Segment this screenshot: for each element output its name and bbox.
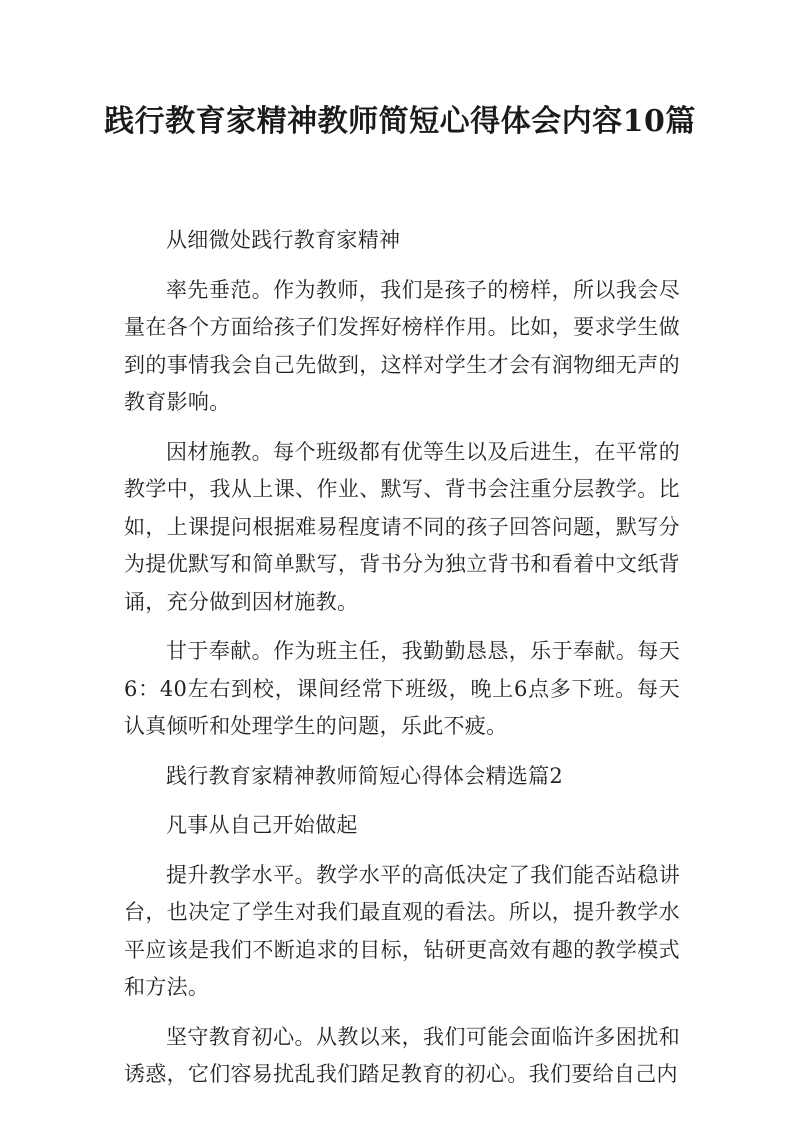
document-body — [124, 222, 680, 1106]
article-heading: 践行教育家精神教师简短心得体会精选篇2 — [166, 763, 564, 788]
section-heading: 从细微处践行教育家精神 — [166, 228, 401, 252]
paragraph: 率先垂范。作为教师，我们是孩子的榜样，所以我会尽量在各个方面给孩子们发挥好榜样作用。比如，要求学生做到的事情我会自己先做到，这样对学生才会有润物细无声的教育影响。 — [124, 277, 680, 414]
paragraph: 提升教学水平。教学水平的高低决定了我们能否站稳讲台，也决定了学生对我们最直观的看法。所以，提升教学水平应该是我们不断追求的目标，钻研更高效有趣的教学模式和方法。 — [124, 862, 680, 999]
paragraph: 甘于奉献。作为班主任，我勤勤恳恳，乐于奉献。每天6：40左右到校，课间经常下班级，晚上6点多下班。每天认真倾听和处理学生的问题，乐此不疲。 — [124, 639, 680, 738]
paragraph: 因材施教。每个班级都有优等生以及后进生，在平常的教学中，我从上课、作业、默写、背书会注重分层教学。比如，上课提问根据难易程度请不同的孩子回答问题，默写分为提优默写和简单默写，背书分为独立背书和看着中文纸背诵，充分做到因材施教。 — [124, 439, 680, 614]
section-heading: 凡事从自己开始做起 — [166, 813, 358, 837]
document-title: 践行教育家精神教师简短心得体会内容10篇 — [104, 104, 696, 139]
paragraph: 坚守教育初心。从教以来，我们可能会面临许多困扰和诱惑，它们容易扰乱我们踏足教育的初心。我们要给自己内 — [124, 1024, 680, 1086]
